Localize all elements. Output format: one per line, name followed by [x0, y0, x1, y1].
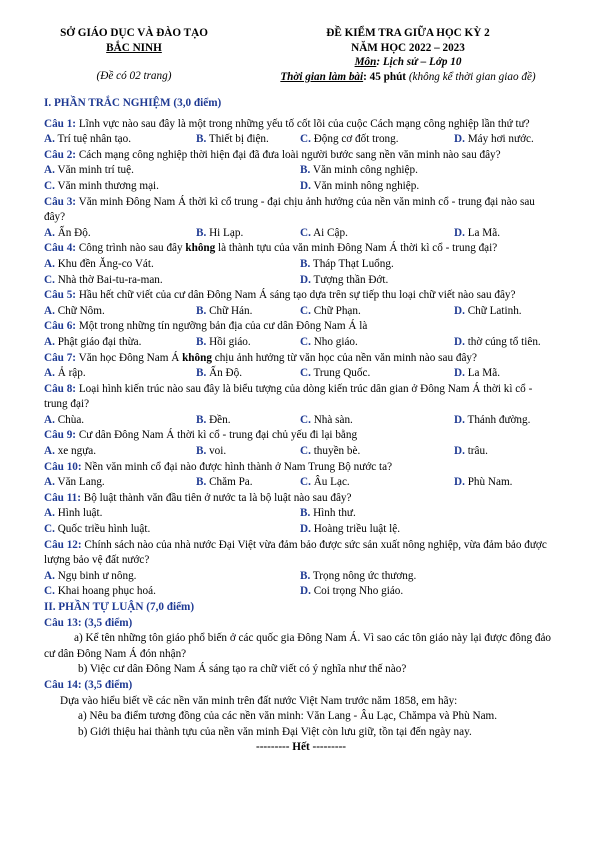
- option-key: C.: [44, 523, 55, 536]
- option-key: A.: [44, 569, 55, 582]
- option-text: Ả rập.: [54, 367, 86, 380]
- option-text: La Mã.: [464, 226, 500, 239]
- answer-option: [196, 475, 300, 491]
- answer-option: [454, 335, 558, 351]
- time-note: (không kể thời gian giao đề): [408, 70, 536, 83]
- option-key: B.: [196, 476, 207, 489]
- question-text: Loại hình kiến trúc nào sau đây là biểu tượng của dòng kiến trúc dân gian ở Đông Nam Á thời kì cổ - trung đại?: [44, 382, 533, 411]
- option-key: D.: [300, 273, 311, 286]
- answer-option: [44, 304, 196, 320]
- option-text: Chữ Phạn.: [310, 304, 361, 317]
- option-key: C.: [300, 226, 311, 239]
- answer-option: [44, 522, 300, 538]
- answer-options: [44, 444, 558, 460]
- question-item: [44, 148, 558, 195]
- option-key: A.: [44, 367, 55, 380]
- option-text: Văn minh công nghiệp.: [310, 164, 418, 177]
- question-item: [44, 117, 558, 148]
- answer-option: [196, 132, 300, 148]
- answer-option: [44, 584, 300, 600]
- option-key: C.: [300, 476, 311, 489]
- part1-title: I. PHẦN TRẮC NGHIỆM (3,0 điểm): [44, 97, 222, 109]
- option-key: B.: [196, 226, 207, 239]
- answer-option: [454, 366, 558, 382]
- option-text: Động cơ đốt trong.: [310, 133, 399, 146]
- option-key: D.: [454, 133, 465, 146]
- option-key: D.: [454, 445, 465, 458]
- q13-title: Câu 13: (3,5 điểm): [44, 616, 133, 629]
- option-key: A.: [44, 133, 55, 146]
- option-key: A.: [44, 476, 55, 489]
- option-text: Nhà thờ Bai-tu-ra-man.: [54, 273, 163, 286]
- option-text: Trung Quốc.: [310, 367, 371, 380]
- question-item: [44, 428, 558, 459]
- answer-option: [44, 475, 196, 491]
- answer-options: [44, 304, 558, 320]
- time-label: Thời gian làm bài: [280, 70, 364, 83]
- option-text: Trọng nông ức thương.: [310, 569, 417, 582]
- answer-option: [196, 444, 300, 460]
- q14-part-b: b) Giới thiệu hai thành tựu của nền văn minh Đại Việt còn lưu giữ, tồn tại đến ngày nay.: [78, 725, 472, 738]
- question-number: Câu 8:: [44, 382, 77, 395]
- question-text: Lĩnh vực nào sau đây là một trong những yếu tố cốt lõi của cuộc Cách mạng công nghiệp lần thứ tư?: [76, 117, 530, 130]
- answer-option: [300, 413, 454, 429]
- school-year: NĂM HỌC 2022 – 2023: [351, 41, 465, 54]
- question-text: Văn học Đông Nam Á: [76, 351, 183, 364]
- option-text: Quốc triều hình luật.: [54, 523, 151, 536]
- answer-option: [300, 475, 454, 491]
- option-key: B.: [196, 445, 207, 458]
- question-number: Câu 7:: [44, 351, 77, 364]
- department-name: SỞ GIÁO DỤC VÀ ĐÀO TẠO: [60, 27, 208, 39]
- question-stem: [44, 319, 558, 335]
- answer-option: [454, 413, 558, 429]
- answer-option: [454, 475, 558, 491]
- header-right: [258, 26, 558, 84]
- question-number: Câu 1:: [44, 117, 77, 130]
- answer-option: [454, 226, 558, 242]
- option-key: B.: [196, 133, 207, 146]
- option-key: C.: [300, 335, 311, 348]
- end-marker: --------- Hết ---------: [255, 741, 347, 754]
- option-key: D.: [300, 523, 311, 536]
- question-number: Câu 2:: [44, 148, 77, 161]
- question-item: [44, 491, 558, 538]
- answer-options: [44, 413, 558, 429]
- option-key: D.: [454, 304, 465, 317]
- option-text: thuyền bè.: [310, 445, 361, 458]
- question-stem: [44, 382, 558, 413]
- option-key: D.: [454, 335, 465, 348]
- answer-option: [196, 226, 300, 242]
- option-key: D.: [454, 226, 465, 239]
- option-text: Ấn Độ.: [54, 226, 91, 239]
- answer-option: [300, 226, 454, 242]
- option-text: Chăm Pa.: [206, 476, 253, 489]
- question-item: [44, 460, 558, 491]
- option-text: Hồi giáo.: [206, 335, 251, 348]
- question-number: Câu 9:: [44, 429, 77, 442]
- answer-options: [44, 226, 558, 242]
- answer-option: [44, 132, 196, 148]
- option-text: Trí tuệ nhân tạo.: [54, 133, 132, 146]
- answer-options: [44, 569, 558, 600]
- answer-option: [44, 366, 196, 382]
- option-text: Chữ Nôm.: [54, 304, 105, 317]
- option-text: Chữ Latinh.: [464, 304, 522, 317]
- option-text: Hình thư.: [310, 507, 356, 520]
- option-text: Tượng thần Đớt.: [310, 273, 389, 286]
- question-text: Nền văn minh cổ đại nào được hình thành ở Nam Trung Bộ nước ta?: [81, 460, 393, 473]
- option-text: Văn Lang.: [54, 476, 105, 489]
- option-key: D.: [454, 413, 465, 426]
- option-key: C.: [44, 179, 55, 192]
- question-text: là thành tựu của văn minh Đông Nam Á thời kì cổ - trung đại?: [215, 242, 498, 255]
- answer-option: [300, 522, 558, 538]
- question-number: Câu 6:: [44, 320, 77, 333]
- answer-option: [300, 257, 558, 273]
- option-key: A.: [44, 335, 55, 348]
- header-left: [36, 26, 232, 84]
- question-text: Công trình nào sau đây: [76, 242, 186, 255]
- answer-option: [196, 366, 300, 382]
- question-text: Bộ luật thành văn đầu tiên ở nước ta là bộ luật nào sau đây?: [81, 491, 352, 504]
- answer-options: [44, 257, 558, 288]
- option-key: D.: [454, 367, 465, 380]
- question-item: [44, 538, 558, 600]
- answer-option: [196, 304, 300, 320]
- question-item: [44, 319, 558, 350]
- option-key: D.: [454, 476, 465, 489]
- option-key: C.: [44, 585, 55, 598]
- answer-option: [44, 163, 300, 179]
- question-item: [44, 351, 558, 382]
- answer-option: [44, 506, 300, 522]
- option-key: B.: [196, 367, 207, 380]
- answer-option: [44, 335, 196, 351]
- answer-option: [300, 444, 454, 460]
- answer-option: [44, 444, 196, 460]
- answer-option: [300, 506, 558, 522]
- option-text: Thiết bị điện.: [206, 133, 269, 146]
- question-text: Cách mạng công nghiệp thời hiện đại đã đưa loài người bước sang nền văn minh nào sau đây?: [76, 148, 501, 161]
- q13-part-a: a) Kể tên những tôn giáo phổ biến ở các quốc gia Đông Nam Á. Vì sao các tôn giáo này lại được đông đảo cư dân Đông Nam Á đón nhận?: [44, 632, 552, 660]
- q14-intro: Dựa vào hiểu biết về các nền văn minh trên đất nước Việt Nam trước năm 1858, em hãy:: [60, 694, 458, 707]
- question-number: Câu 4:: [44, 242, 77, 255]
- option-key: C.: [300, 304, 311, 317]
- option-key: B.: [300, 507, 311, 520]
- question-number: Câu 5:: [44, 289, 77, 302]
- question-stem: [44, 241, 558, 257]
- answer-options: [44, 506, 558, 537]
- option-key: B.: [300, 164, 311, 177]
- exam-body: [44, 96, 558, 756]
- option-text: Khai hoang phục hoá.: [54, 585, 156, 598]
- question-item: [44, 288, 558, 319]
- question-number: Câu 3:: [44, 195, 77, 208]
- option-text: Thánh đường.: [464, 413, 531, 426]
- question-text: Hầu hết chữ viết của cư dân Đông Nam Á sáng tạo dựa trên sự tiếp thu loại chữ viết nào sau đây?: [76, 289, 516, 302]
- answer-options: [44, 335, 558, 351]
- exam-title: ĐỀ KIỂM TRA GIỮA HỌC KỲ 2: [326, 27, 490, 39]
- q14-part-a: a) Nêu ba điểm tương đồng của các nền văn minh: Văn Lang - Âu Lạc, Chămpa và Phù Nam.: [78, 710, 498, 723]
- q14-title: Câu 14: (3,5 điểm): [44, 678, 133, 691]
- option-text: La Mã.: [464, 367, 500, 380]
- answer-option: [300, 584, 558, 600]
- option-key: C.: [44, 273, 55, 286]
- answer-option: [454, 304, 558, 320]
- option-key: A.: [44, 226, 55, 239]
- option-text: Chữ Hán.: [206, 304, 253, 317]
- option-key: A.: [44, 164, 55, 177]
- question-text: Một trong những tín ngưỡng bản địa của cư dân Đông Nam Á là: [76, 320, 368, 333]
- subject-label: Môn: [354, 56, 377, 68]
- option-text: Phù Nam.: [464, 476, 513, 489]
- question-item: [44, 382, 558, 429]
- option-key: D.: [300, 179, 311, 192]
- answer-option: [300, 163, 558, 179]
- answer-option: [44, 273, 300, 289]
- option-key: C.: [300, 367, 311, 380]
- option-key: A.: [44, 304, 55, 317]
- option-text: Tháp Thạt Luổng.: [310, 257, 394, 270]
- option-text: thờ cúng tổ tiên.: [464, 335, 541, 348]
- option-key: A.: [44, 413, 55, 426]
- question-item: [44, 241, 558, 288]
- option-key: B.: [300, 257, 311, 270]
- question-number: Câu 10:: [44, 460, 82, 473]
- option-text: voi.: [206, 445, 227, 458]
- question-number: Câu 11:: [44, 491, 81, 504]
- question-list: [44, 117, 558, 600]
- question-item: [44, 195, 558, 242]
- subject-value: : Lịch sử – Lớp 10: [376, 56, 462, 68]
- province-name: BẮC NINH: [106, 41, 162, 54]
- question-number: Câu 12:: [44, 538, 82, 551]
- answer-option: [300, 132, 454, 148]
- option-key: A.: [44, 445, 55, 458]
- q13-part-b: b) Việc cư dân Đông Nam Á sáng tạo ra chữ viết có ý nghĩa như thế nào?: [78, 663, 407, 676]
- answer-option: [300, 304, 454, 320]
- question-stem: [44, 460, 558, 476]
- option-key: B.: [196, 335, 207, 348]
- answer-option: [300, 273, 558, 289]
- question-stem: [44, 117, 558, 133]
- question-emphasis: không: [182, 351, 212, 364]
- question-text: chịu ảnh hưởng từ văn học của nền văn minh nào sau đây?: [211, 351, 477, 364]
- answer-option: [44, 179, 300, 195]
- part2-title: II. PHẦN TỰ LUẬN (7,0 điểm): [44, 601, 195, 613]
- answer-option: [196, 413, 300, 429]
- option-text: Chùa.: [54, 413, 85, 426]
- answer-option: [300, 335, 454, 351]
- answer-option: [454, 444, 558, 460]
- question-text: Chính sách nào của nhà nước Đại Việt vừa đảm bảo được sức sản xuất nông nghiệp, vừa đảm bảo được lượng bảo vệ đất nước?: [44, 538, 547, 567]
- answer-option: [44, 413, 196, 429]
- option-key: A.: [44, 507, 55, 520]
- question-text: Cư dân Đông Nam Á thời kì cổ - trung đại chủ yếu đi lại bằng: [76, 429, 358, 442]
- option-key: A.: [44, 257, 55, 270]
- option-text: Hi Lạp.: [206, 226, 244, 239]
- option-text: Hình luật.: [54, 507, 103, 520]
- question-stem: [44, 491, 558, 507]
- answer-option: [300, 569, 558, 585]
- answer-option: [196, 335, 300, 351]
- option-text: Phật giáo đại thừa.: [54, 335, 142, 348]
- option-key: B.: [196, 304, 207, 317]
- option-text: Khu đền Ăng-co Vát.: [54, 257, 154, 270]
- option-text: Văn minh nông nghiệp.: [310, 179, 420, 192]
- question-stem: [44, 288, 558, 304]
- option-key: C.: [300, 133, 311, 146]
- answer-option: [454, 132, 558, 148]
- question-stem: [44, 538, 558, 569]
- option-key: B.: [300, 569, 311, 582]
- option-text: Nhà sàn.: [310, 413, 353, 426]
- option-key: D.: [300, 585, 311, 598]
- option-text: Đền.: [206, 413, 231, 426]
- question-text: Văn minh Đông Nam Á thời kì cổ trung - đại chịu ảnh hưởng của nền văn minh cổ - trung đại nào sau đây?: [44, 195, 535, 224]
- question-stem: [44, 428, 558, 444]
- question-stem: [44, 148, 558, 164]
- option-key: C.: [300, 445, 311, 458]
- option-text: Ấn Độ.: [206, 367, 243, 380]
- option-text: Ngụ binh ư nông.: [54, 569, 137, 582]
- answer-options: [44, 366, 558, 382]
- subject-line: [258, 55, 558, 70]
- answer-option: [44, 569, 300, 585]
- option-text: Hoàng triều luật lệ.: [310, 523, 401, 536]
- option-text: Máy hơi nước.: [464, 133, 534, 146]
- option-text: Ai Cập.: [310, 226, 348, 239]
- option-text: Coi trọng Nho giáo.: [310, 585, 404, 598]
- question-stem: [44, 351, 558, 367]
- answer-option: [44, 257, 300, 273]
- answer-option: [300, 366, 454, 382]
- page-count-note: (Đề có 02 trang): [96, 70, 172, 82]
- time-line: [258, 70, 558, 85]
- time-value: : 45 phút: [363, 70, 407, 83]
- answer-option: [300, 179, 558, 195]
- question-emphasis: không: [185, 242, 216, 255]
- answer-options: [44, 475, 558, 491]
- option-text: Văn minh thương mại.: [54, 179, 159, 192]
- option-text: Nho giáo.: [310, 335, 358, 348]
- answer-options: [44, 163, 558, 194]
- question-stem: [44, 195, 558, 226]
- option-text: xe ngựa.: [54, 445, 97, 458]
- answer-option: [44, 226, 196, 242]
- option-text: trâu.: [464, 445, 488, 458]
- option-text: Âu Lạc.: [310, 476, 350, 489]
- option-key: B.: [196, 413, 207, 426]
- option-text: Văn minh trí tuệ.: [54, 164, 134, 177]
- answer-options: [44, 132, 558, 148]
- option-key: C.: [300, 413, 311, 426]
